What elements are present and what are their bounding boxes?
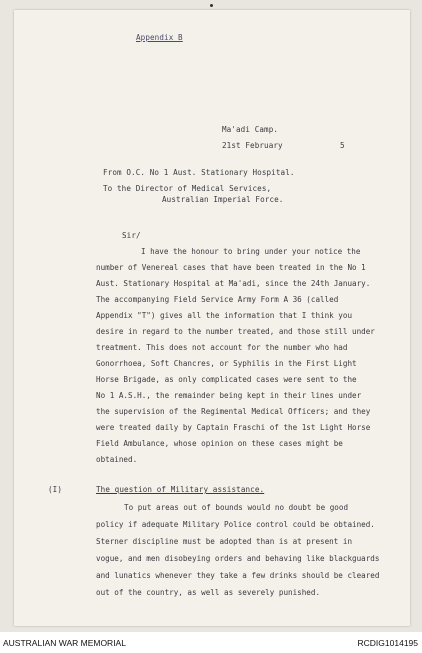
footer-bar [0, 632, 422, 653]
appendix-label: Appendix B [136, 33, 183, 42]
body-line: Field Ambulance, whose opinion on these cases might be [96, 439, 343, 448]
body-line: the supervision of the Regimental Medical Officers; and they [96, 407, 371, 416]
to-line-1: To the Director of Medical Services, [103, 184, 272, 193]
footer-source: AUSTRALIAN WAR MEMORIAL [3, 638, 126, 648]
body-line: Appendix "T") gives all the information that I think you [96, 311, 353, 320]
date-line: 21st February [222, 141, 283, 150]
place-line: Ma'adi Camp. [222, 125, 279, 134]
section-line: vogue, and men disobeying orders and behaving like blackguards [96, 554, 380, 563]
footer-id: RCDIG1014195 [357, 638, 418, 648]
body-line: obtained. [96, 455, 138, 464]
body-line: were treated daily by Captain Fraschi of the 1st Light Horse [96, 423, 371, 432]
body-line: Horse Brigade, as only complicated cases were sent to the [96, 375, 357, 384]
date-suffix: 5 [340, 141, 345, 150]
section-heading: The question of Military assistance. [96, 485, 265, 494]
body-line: number of Venereal cases that have been treated in the No 1 [96, 263, 366, 272]
body-line: The accompanying Field Service Army Form A 36 (called [96, 295, 339, 304]
punch-mark [210, 4, 213, 7]
body-line: Aust. Stationary Hospital at Ma'adi, since the 24th January. [96, 279, 371, 288]
section-line: and lunatics whenever they take a few drinks should be cleared [96, 571, 380, 580]
section-line: Sterner discipline must be adopted than is at present in [96, 537, 353, 546]
body-line: treatment. This does not account for the number who had [96, 343, 348, 352]
section-line: To put areas out of bounds would no doubt be good [124, 503, 349, 512]
body-line: desire in regard to the number treated, and those still under [96, 327, 375, 336]
body-line: I have the honour to bring under your notice the [141, 247, 361, 256]
body-line: Gonorrhoea, Soft Chancres, or Syphilis in the First Light [96, 359, 357, 368]
body-line: No 1 A.S.H., the remainder being kept in their lines under [96, 391, 362, 400]
section-line: out of the country, as well as severely punished. [96, 588, 321, 597]
to-line-2: Australian Imperial Force. [162, 195, 284, 204]
from-line: From O.C. No 1 Aust. Stationary Hospital. [103, 168, 295, 177]
section-number: (I) [48, 485, 63, 494]
salutation: Sir/ [122, 231, 141, 240]
section-line: policy if adequate Military Police control could be obtained. [96, 520, 375, 529]
